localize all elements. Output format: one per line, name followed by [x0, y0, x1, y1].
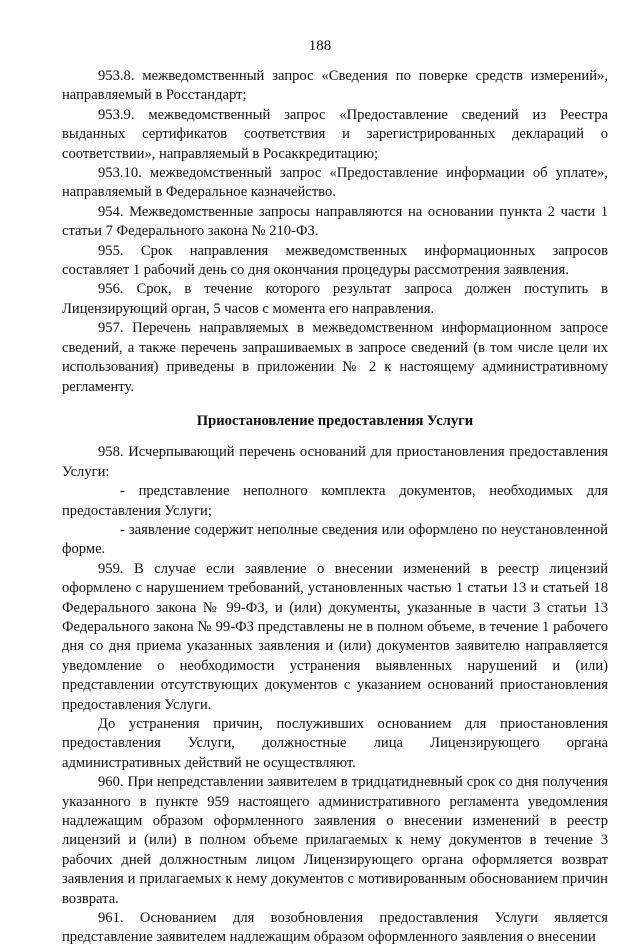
list-item-incomplete-documents: - представление неполного комплекта документов, необходимых для предоставления Услуги;	[62, 483, 608, 519]
paragraph-957: 957. Перечень направляемых в межведомственном информационном запросе сведений, а также перечень запрашиваемых в запросе сведений (в том числе цели их использования) приведены в приложении № 2 к настоящему административному регламенту.	[62, 320, 608, 395]
paragraph-960: 960. При непредставлении заявителем в тридцатидневный срок со дня получения указанного в пункте 959 настоящего административного регламента уведомления надлежащим образом оформленного заявления о внесении изменений в реестр лицензий и (или) в полном объеме прилагаемых к нему документов в течение 3 рабочих дней должностным лицом Лицензирующего органа оформляется возврат заявления и прилагаемых к нему документов с мотивированным обоснованием причин возврата.	[62, 774, 608, 907]
paragraph-953-9: 953.9. межведомственный запрос «Предоставление сведений из Реестра выданных сертификатов соответствия и зарегистрированных деклараций о соответствии», направляемый в Росаккредитацию;	[62, 106, 608, 162]
section-heading: Приостановление предоставления Услуги	[196, 412, 474, 429]
paragraph-959: 959. В случае если заявление о внесении изменений в реестр лицензий оформлено с нарушением требований, установленных частью 1 статьи 13 и статьей 18 Федерального закона № 99-ФЗ, и (или) документы, указанные в части 3 статьи 13 Федерального закона № 99-ФЗ представлены не в полном объеме, в течение 1 рабочего дня со дня приема указанных заявления и (или) документов заявителю направляется уведомление о необходимости устранения выявленных нарушений и (или) представлении отсутствующих документов с указанием оснований приостановления предоставления Услуги.	[62, 560, 608, 713]
paragraph-954: 954. Межведомственные запросы направляются на основании пункта 2 части 1 статьи 7 Федерального закона № 210-ФЗ.	[62, 203, 608, 240]
list-item-incomplete-information: - заявление содержит неполные сведения или оформлено по неустановленной форме.	[62, 521, 608, 558]
paragraph-958: 958. Исчерпывающий перечень оснований для приостановления предоставления Услуги:	[62, 444, 608, 480]
page-number: 188	[308, 38, 332, 54]
paragraph-953-8: 953.8. межведомственный запрос «Сведения по поверке средств измерений», направляемый в Росстандарт;	[62, 68, 608, 104]
paragraph-959-continuation: До устранения причин, послуживших основанием для приостановления предоставления Услуги, должностные лица Лицензирующего органа административных действий не осуществляют.	[62, 716, 608, 771]
paragraph-953-10: 953.10. межведомственный запрос «Предоставление информации об уплате», направляемый в Федеральное казначейство.	[62, 165, 608, 201]
paragraph-955: 955. Срок направления межведомственных информационных запросов составляет 1 рабочий день со дня окончания процедуры рассмотрения заявления.	[62, 242, 608, 279]
document-body	[62, 67, 608, 948]
paragraph-961: 961. Основанием для возобновления предоставления Услуги является представление заявителем надлежащим образом оформленного заявления о внесении	[62, 910, 608, 946]
paragraph-956: 956. Срок, в течение которого результат запроса должен поступить в Лицензирующий орган, 5 часов с момента его направления.	[62, 281, 608, 317]
